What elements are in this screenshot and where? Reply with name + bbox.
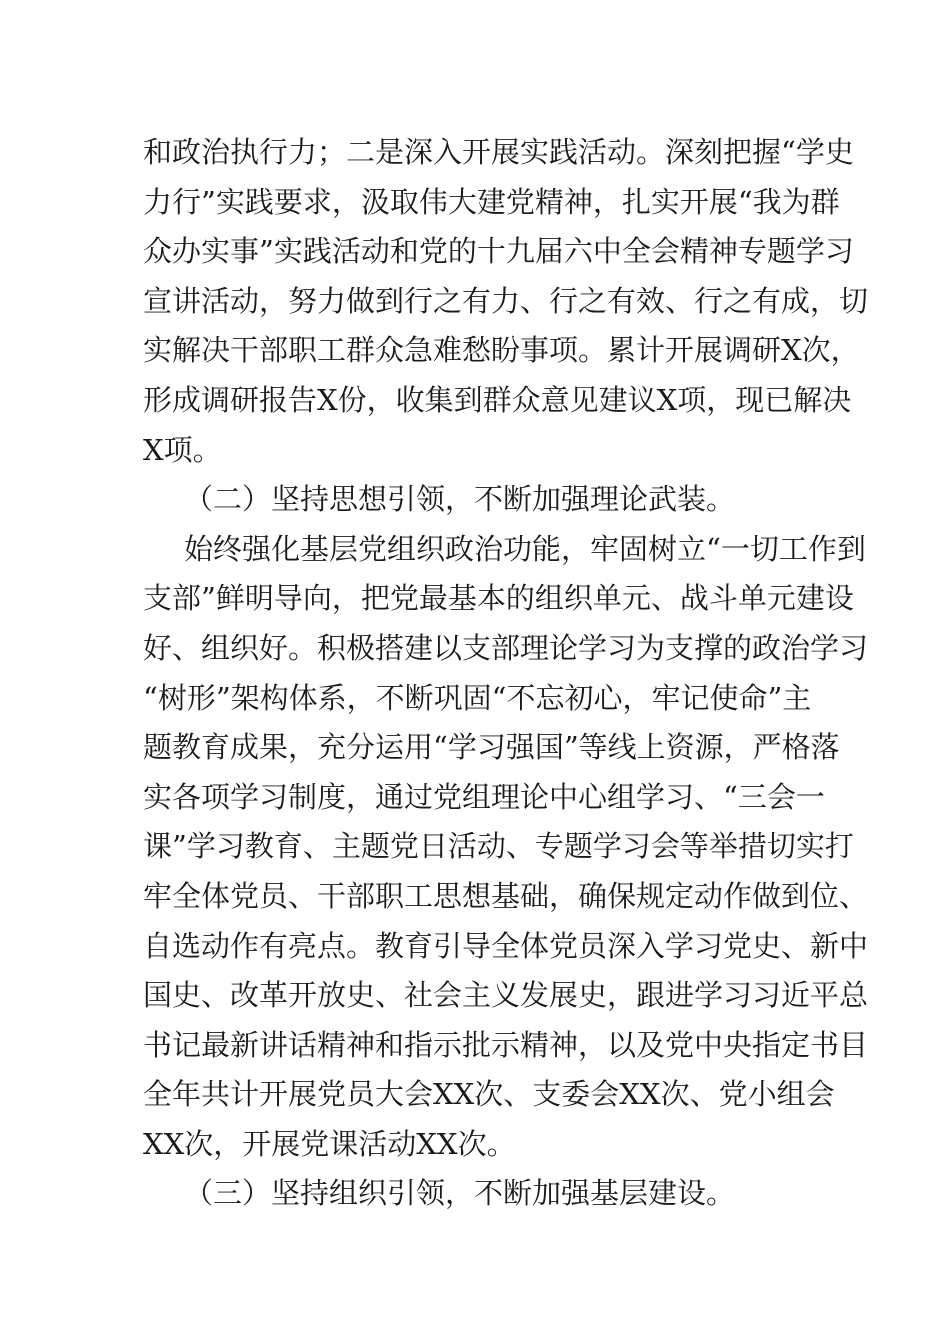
body-text-line: 国史、改革开放史、社会主义发展史，跟进学习习近平总: [143, 978, 869, 1013]
body-text-line: 牢全体党员、干部职工思想基础，确保规定动作做到位、: [143, 878, 869, 913]
body-text-line: 众办实事”实践活动和党的十九届六中全会精神专题学习: [143, 234, 854, 269]
body-text-line: 书记最新讲话精神和指示批示精神，以及党中央指定书目: [143, 1027, 869, 1062]
body-text-line: 题教育成果，充分运用“学习强国”等线上资源，严格落: [143, 730, 840, 765]
body-text-line: 实解决干部职工群众急难愁盼事项。累计开展调研X次，: [143, 333, 860, 368]
body-text-line: 好、组织好。积极搭建以支部理论学习为支撑的政治学习: [143, 630, 869, 665]
body-text-line: 始终强化基层党组织政治功能，牢固树立“一切工作到: [184, 531, 866, 566]
body-text-line: 全年共计开展党员大会XX次、支委会XX次、党小组会: [143, 1077, 835, 1112]
body-text-line: 力行”实践要求，汲取伟大建党精神，扎实开展“我为群: [143, 184, 840, 219]
body-text-line: 实各项学习制度，通过党组理论中心组学习、“三会一: [143, 779, 825, 814]
body-text-line: 自选动作有亮点。教育引导全体党员深入学习党史、新中: [143, 928, 869, 963]
body-text-line: “树形”架构体系，不断巩固“不忘初心，牢记使命”主: [143, 680, 812, 715]
body-text-line: 课”学习教育、主题党日活动、专题学习会等举措切实打: [143, 829, 854, 864]
body-text-line: 支部”鲜明导向，把党最基本的组织单元、战斗单元建设: [143, 581, 854, 616]
body-text-line: 和政治执行力；二是深入开展实践活动。深刻把握“学史: [143, 135, 854, 169]
body-text-line: XX次，开展党课活动XX次。: [143, 1126, 516, 1161]
section-heading-3: （三）坚持组织引领，不断加强基层建设。: [184, 1176, 736, 1211]
document-body: [143, 128, 869, 1219]
body-text-line: 宣讲活动，努力做到行之有力、行之有效、行之有成，切: [143, 283, 869, 318]
body-text-line: 形成调研报告X份，收集到群众意见建议X项，现已解决: [143, 382, 852, 417]
section-heading-2: （二）坚持思想引领，不断加强理论武装。: [184, 482, 736, 517]
body-text-line: X项。: [143, 432, 222, 467]
